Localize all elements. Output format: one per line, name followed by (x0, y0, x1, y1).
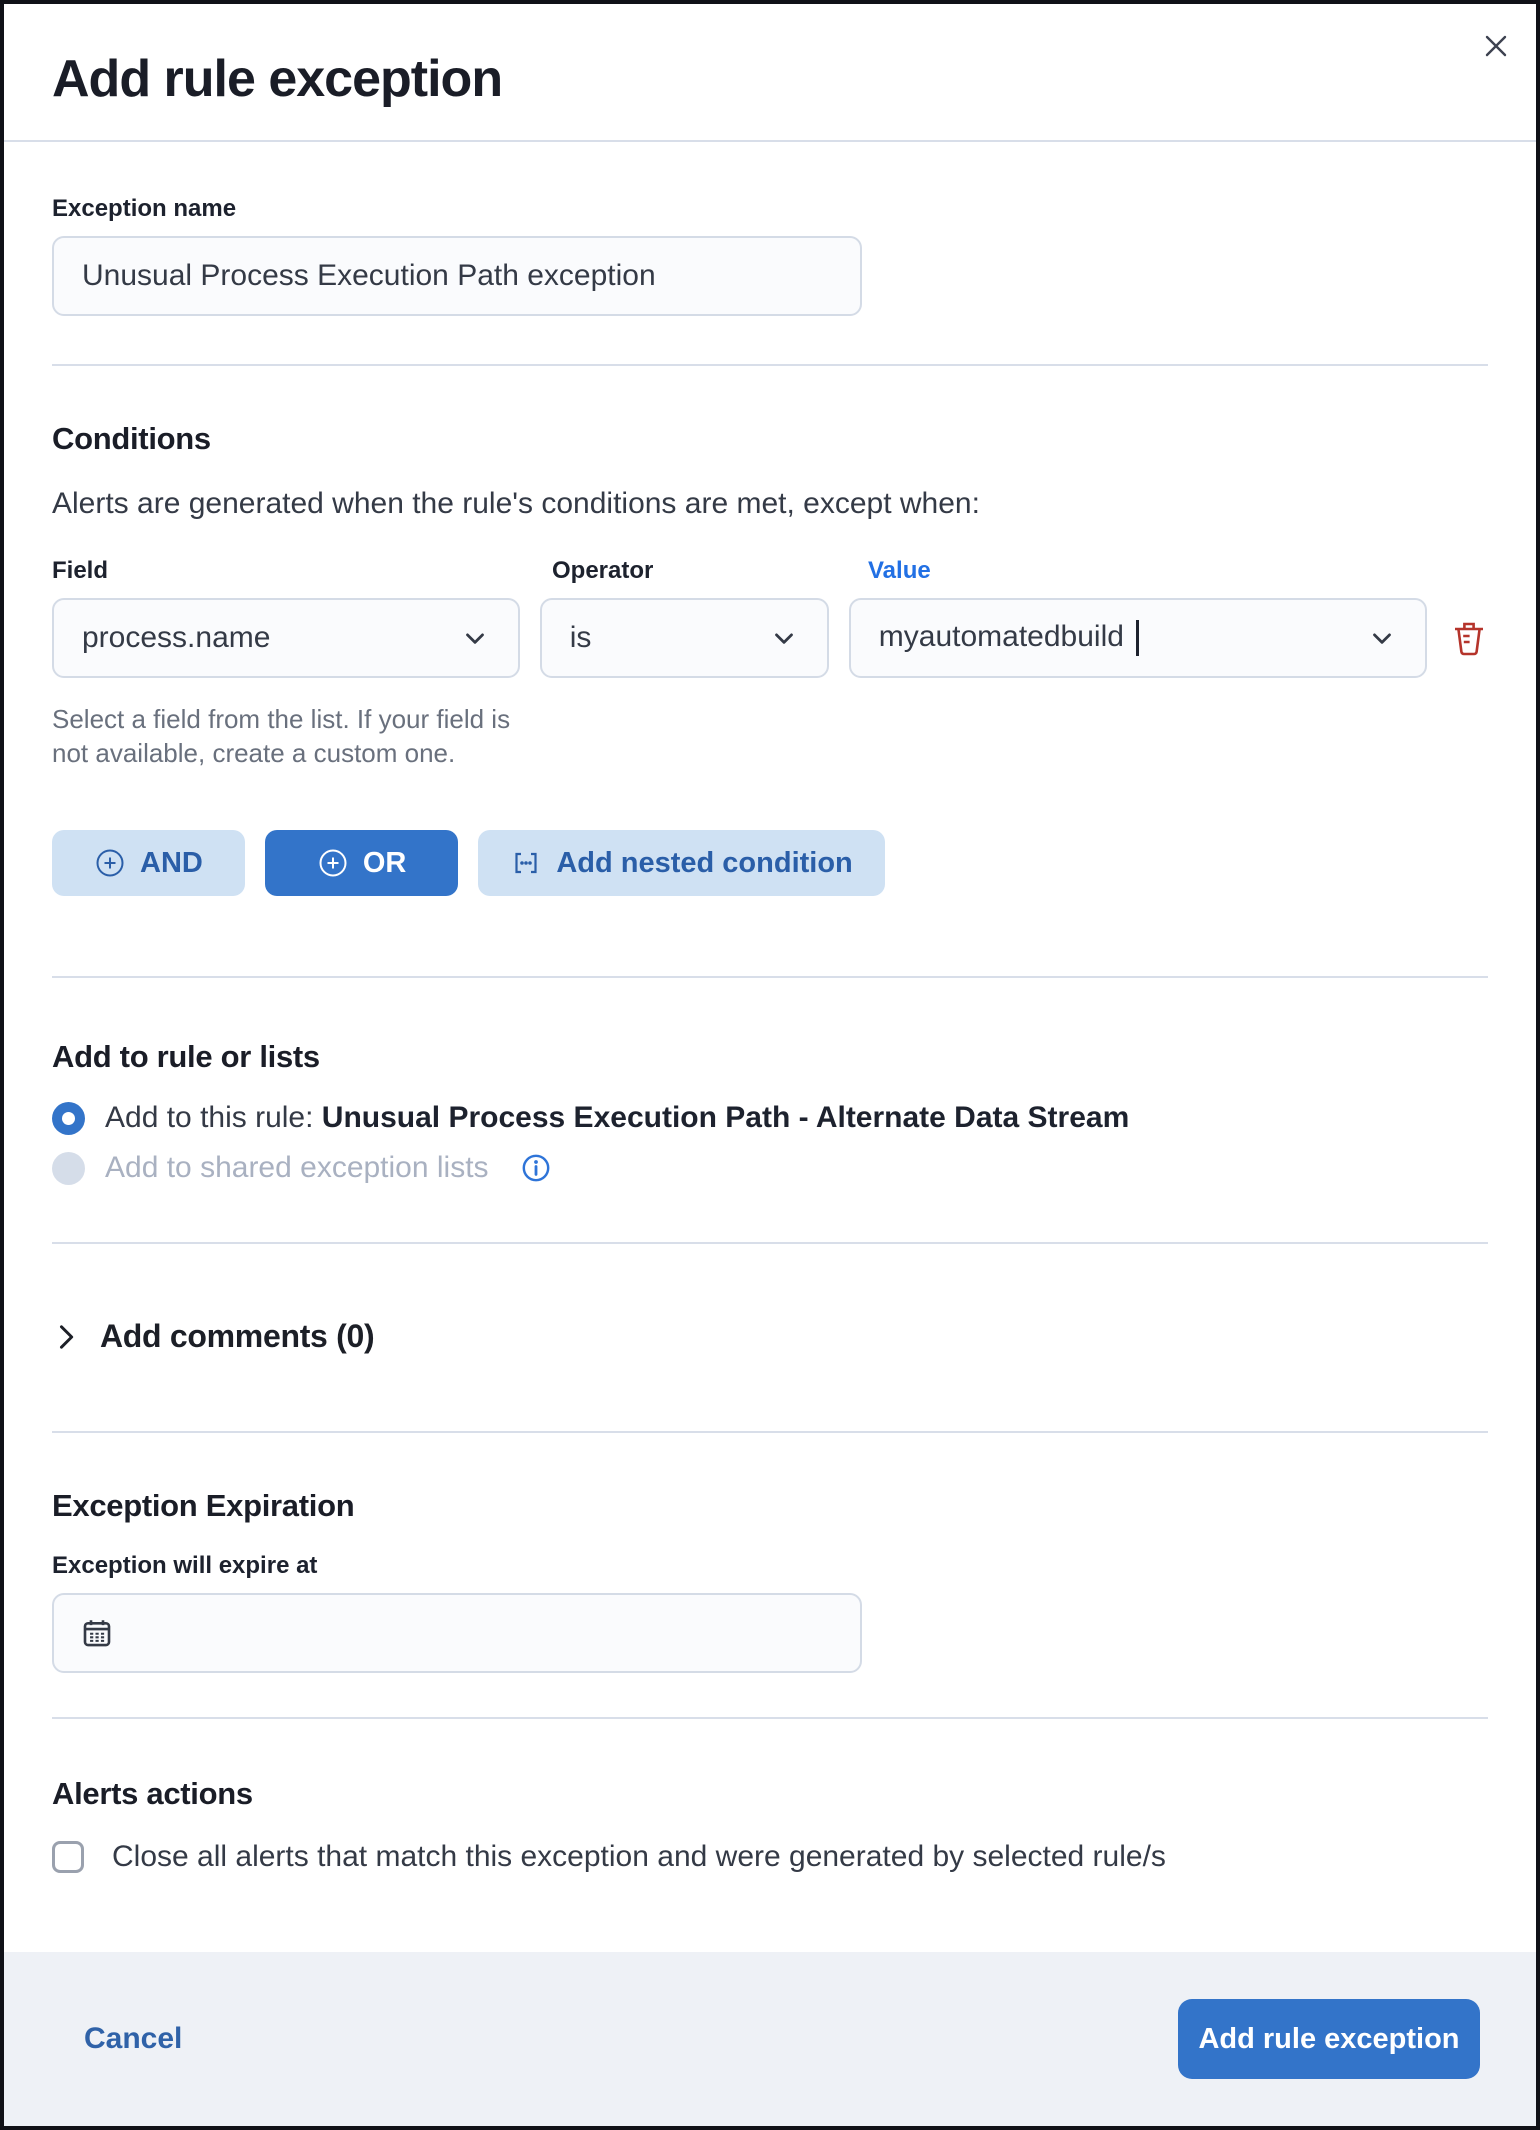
divider (52, 1431, 1488, 1433)
condition-labels-row (52, 556, 1488, 586)
expiration-heading: Exception Expiration (52, 1488, 355, 1523)
exception-name-label: Exception name (52, 195, 237, 222)
modal-header (4, 4, 1536, 142)
plus-circle-icon (94, 847, 126, 879)
condition-buttons-row (52, 830, 1488, 896)
modal-footer (4, 1952, 1536, 2126)
field-label: Field (52, 557, 109, 584)
chevron-down-icon (769, 623, 799, 653)
rule-name: Unusual Process Execution Path - Alternate Data Stream (321, 1101, 1130, 1134)
field-help-text: Select a field from the list. If your field is not available, create a custom one. (52, 704, 511, 768)
conditions-heading: Conditions (52, 421, 211, 456)
add-comments-toggle[interactable] (52, 1318, 1488, 1355)
shared-lists-label: Add to shared exception lists (105, 1151, 489, 1184)
operator-select[interactable] (540, 598, 829, 678)
add-nested-condition-button[interactable]: Add nested condition (478, 830, 884, 896)
and-button[interactable]: AND (52, 830, 245, 896)
divider (52, 364, 1488, 366)
modal-title: Add rule exception (52, 50, 503, 108)
add-comments-label: Add comments (0) (100, 1318, 375, 1354)
operator-select-value: is (569, 621, 592, 654)
divider (52, 1717, 1488, 1719)
radio-selected[interactable] (52, 1102, 85, 1135)
add-to-rule-label: Add to this rule: Unusual Process Execution Path - Alternate Data Stream (105, 1101, 1130, 1134)
cancel-button[interactable]: Cancel (84, 2022, 183, 2055)
add-to-rule-option[interactable] (52, 1100, 1488, 1136)
expiration-label: Exception will expire at (52, 1552, 318, 1579)
value-combobox[interactable] (849, 598, 1427, 678)
operator-label: Operator (552, 557, 654, 584)
divider (52, 1242, 1488, 1244)
or-button[interactable]: OR (265, 830, 459, 896)
delete-condition-button[interactable] (1449, 618, 1488, 658)
close-icon (1479, 29, 1513, 63)
value-combobox-value: myautomatedbuild (879, 620, 1139, 656)
add-to-heading: Add to rule or lists (52, 1039, 320, 1074)
close-alerts-option[interactable] (52, 1839, 1488, 1875)
expiration-date-picker[interactable] (52, 1593, 862, 1673)
calendar-icon (82, 1618, 112, 1648)
chevron-down-icon (1367, 623, 1397, 653)
close-alerts-checkbox[interactable] (52, 1841, 84, 1873)
close-button[interactable] (1472, 22, 1520, 70)
nested-brackets-icon (510, 847, 542, 879)
conditions-description: Alerts are generated when the rule's conditions are met, except when: (52, 487, 980, 520)
condition-inputs-row (52, 598, 1488, 678)
add-rule-exception-button[interactable]: Add rule exception (1178, 1999, 1480, 2079)
divider (52, 976, 1488, 978)
field-select[interactable] (52, 598, 520, 678)
add-to-shared-lists-option[interactable] (52, 1150, 1488, 1186)
value-label: Value (868, 557, 931, 584)
chevron-down-icon (460, 623, 490, 653)
text-cursor (1136, 620, 1139, 656)
exception-name-field-wrap (52, 236, 862, 316)
plus-circle-icon (317, 847, 349, 879)
close-alerts-label: Close all alerts that match this exception and were generated by selected rule/s (112, 1840, 1166, 1873)
exception-name-input[interactable] (82, 259, 832, 293)
trash-icon (1452, 620, 1486, 656)
radio-disabled[interactable] (52, 1152, 85, 1185)
field-select-value: process.name (82, 621, 271, 654)
info-icon[interactable] (521, 1153, 551, 1183)
modal-body (4, 142, 1536, 1952)
alerts-actions-heading: Alerts actions (52, 1776, 253, 1811)
chevron-right-icon (52, 1320, 80, 1354)
